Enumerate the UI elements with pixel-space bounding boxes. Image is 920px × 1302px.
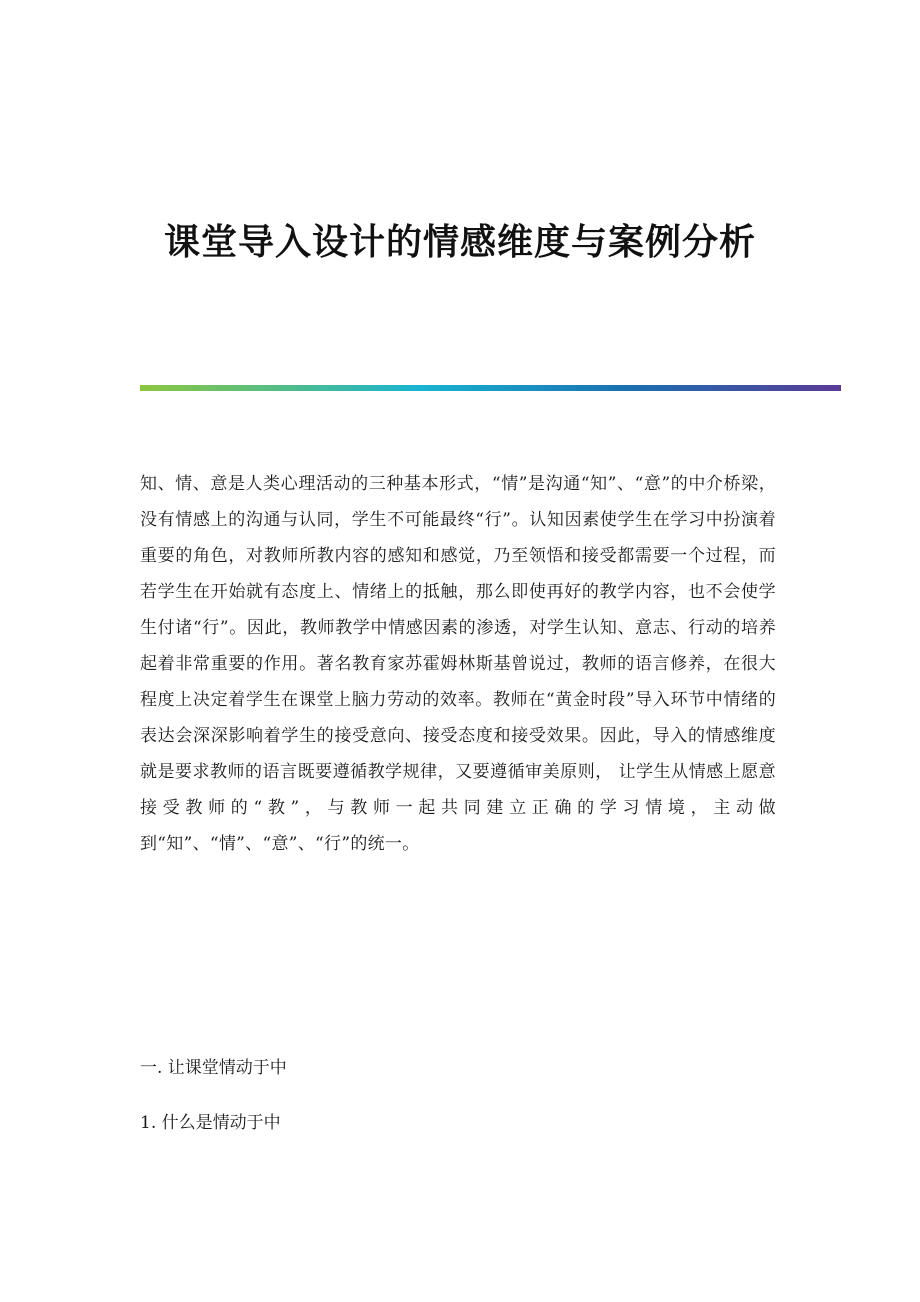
gradient-divider <box>140 385 841 391</box>
subsection-heading: 1. 什么是情动于中 <box>140 1113 281 1133</box>
section-heading: 一. 让课堂情动于中 <box>140 1058 287 1078</box>
intro-paragraph: 知、情、意是人类心理活动的三种基本形式，“情”是沟通“知”、“意”的中介桥梁，没有情感上的沟通与认同，学生不可能最终“行”。认知因素使学生在学习中扮演着重要的角色，对教师所教内容的感知和感觉，乃至领悟和接受都需要一个过程，而若学生在开始就有态度上、情绪上的抵触，那么即使再好的教学内容，也不会使学生付诸“行”。因此，教师教学中情感因素的渗透，对学生认知、意志、行动的培养起着非常重要的作用。著名教育家苏霍姆林斯基曾说过，教师的语言修养，在很大程度上决定着学生在课堂上脑力劳动的效率。教师在“黄金时段”导入环节中情绪的表达会深深影响着学生的接受意向、接受态度和接受效果。因此，导入的情感维度就是要求教师的语言既要遵循教学规律，又要遵循审美原则， 让学生从情感上愿意接受教师的“教”，与教师一起共同建立正确的学习情境，主动做到“知”、“情”、“意”、“行”的统一。 <box>140 474 776 854</box>
document-title: 课堂导入设计的情感维度与案例分析 <box>163 221 756 263</box>
